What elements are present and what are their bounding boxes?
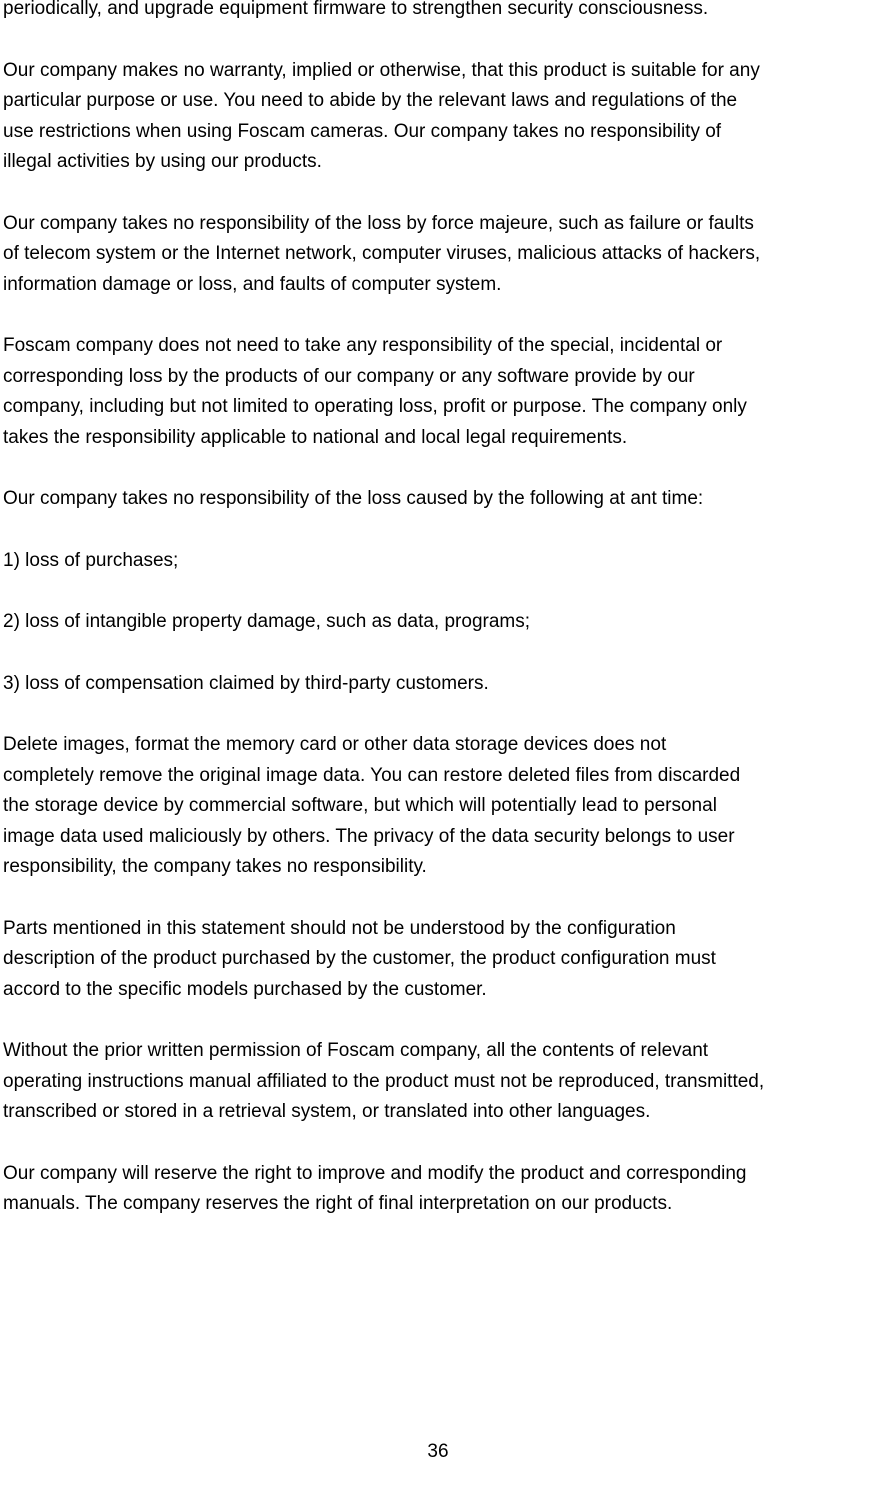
paragraph-written-permission: Without the prior written permission of Foscam company, all the contents of relevant operating instructions manual affiliated to the product must not be reproduced, transmitted, transcribed or stored in a retrieval system, or translated into other languages. (3, 1040, 765, 1122)
list-item-loss-of-purchases: 1) loss of purchases; (3, 549, 179, 571)
paragraph-reserve-right: Our company will reserve the right to improve and modify the product and corresponding manuals. The company reserves the right of final interpretation on our products. (3, 1162, 747, 1214)
list-item-intangible-property: 2) loss of intangible property damage, such as data, programs; (3, 611, 531, 632)
document-body (3, 0, 873, 1251)
paragraph-no-warranty: Our company makes no warranty, implied or otherwise, that this product is suitable for any particular purpose or use. You need to abide by the relevant laws and regulations of the use restrictions when using Foscam cameras. Our company takes no responsibility of illegal activities by using our products. (3, 59, 760, 172)
paragraph-incidental-loss: Foscam company does not need to take any responsibility of the special, incidental or corresponding loss by the products of our company or any software provide by our company, including but not limited to operating loss, profit or purpose. The company only takes the responsibility applicable to national and local legal requirements. (3, 335, 747, 448)
list-item-compensation: 3) loss of compensation claimed by third-party customers. (3, 672, 489, 694)
paragraph-security-consciousness: periodically, and upgrade equipment firmware to strengthen security consciousness. (3, 0, 709, 19)
paragraph-loss-intro: Our company takes no responsibility of the loss caused by the following at ant time: (3, 488, 704, 509)
page-number: 36 (427, 1441, 449, 1462)
paragraph-force-majeure: Our company takes no responsibility of the loss by force majeure, such as failure or faults of telecom system or the Internet network, computer viruses, malicious attacks of hackers, information damage or loss, and faults of computer system. (3, 212, 761, 295)
paragraph-delete-images: Delete images, format the memory card or other data storage devices does not completely remove the original image data. You can restore deleted files from discarded the storage device by commercial software, but which will potentially lead to personal image data used maliciously by others. The privacy of the data security belongs to user responsibility, the company takes no responsibility. (3, 734, 741, 877)
paragraph-configuration: Parts mentioned in this statement should not be understood by the configuration description of the product purchased by the customer, the product configuration must accord to the specific models purchased by the customer. (3, 917, 716, 1000)
